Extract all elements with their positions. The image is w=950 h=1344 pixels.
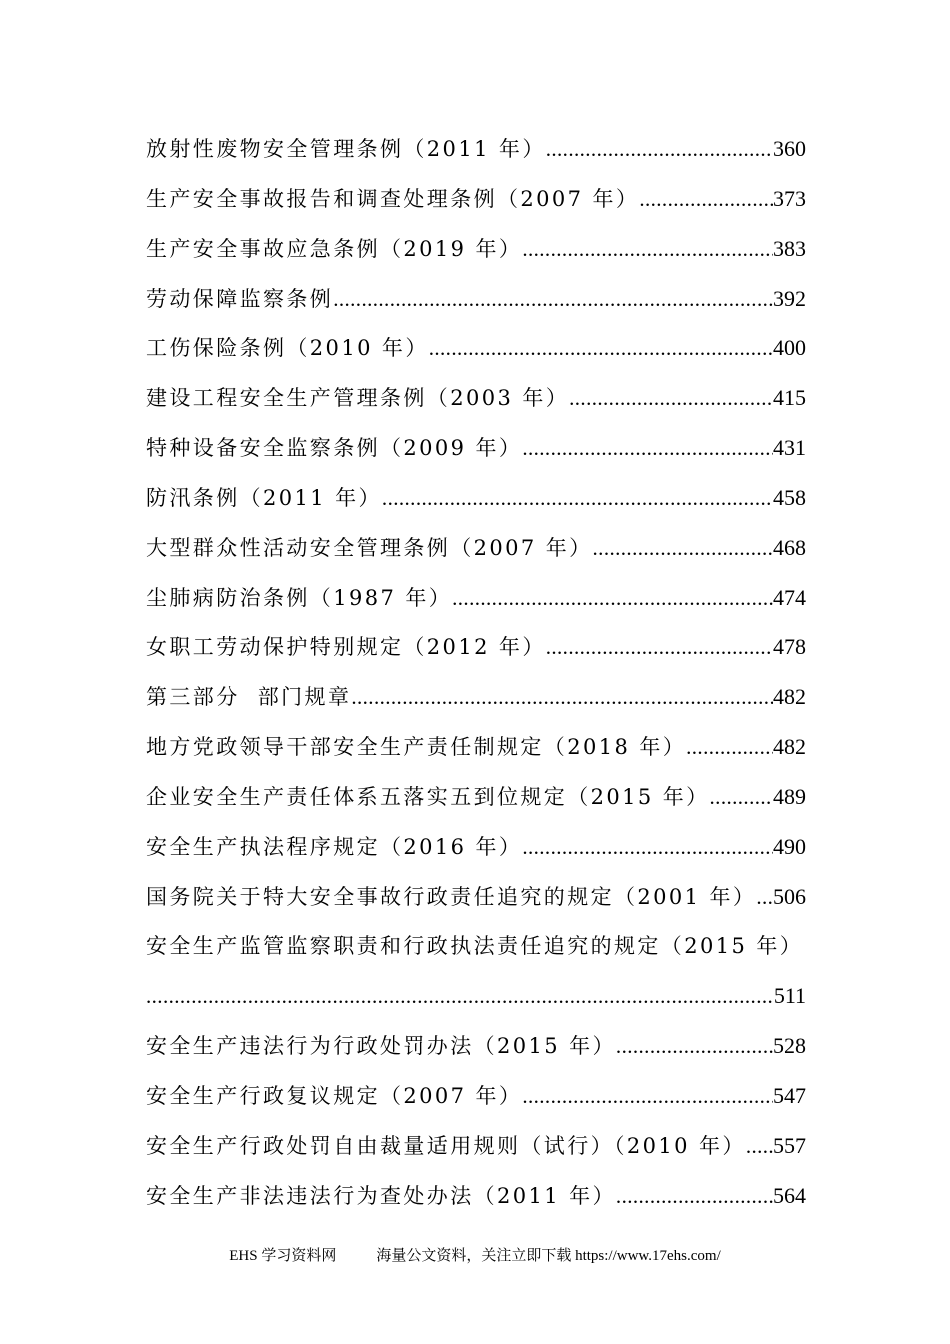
toc-entry-title: 防汛条例（2011 年） (146, 485, 382, 510)
toc-entry-title: 生产安全事故报告和调查处理条例（2007 年） (146, 186, 640, 211)
toc-entry[interactable] (146, 922, 806, 972)
toc-entry-page: 373 (773, 185, 806, 211)
toc-entry-title: 地方党政领导干部安全生产责任制规定（2018 年） (146, 735, 687, 760)
toc-section-heading[interactable] (146, 672, 806, 722)
toc-entry-page: 564 (773, 1182, 806, 1208)
toc-entry-page: 383 (773, 235, 806, 261)
toc-entry-title: 特种设备安全监察条例（2009 年） (146, 436, 523, 461)
toc-leader-dots (639, 175, 773, 225)
toc-entry-page: 490 (773, 833, 806, 859)
toc-entry[interactable] (146, 473, 806, 523)
toc-leader-dots (546, 125, 773, 175)
toc-entry[interactable] (146, 323, 806, 373)
toc-entry-page: 478 (773, 634, 806, 660)
toc-leader-dots (429, 324, 773, 374)
toc-entry-page: 431 (773, 435, 806, 461)
toc-entry[interactable] (146, 1121, 806, 1171)
toc-entry-title: 安全生产行政复议规定（2007 年） (146, 1084, 523, 1109)
page-footer (0, 1244, 950, 1265)
toc-leader-dots (686, 723, 773, 773)
toc-entry-page: 474 (773, 584, 806, 610)
toc-entry-page: 468 (773, 534, 806, 560)
toc-entry-title: 安全生产监管监察职责和行政执法责任追究的规定（2015 年） (146, 933, 804, 958)
toc-leader-dots (146, 972, 774, 1022)
toc-entry[interactable] (146, 722, 806, 772)
toc-entry-page: 360 (773, 136, 806, 161)
toc-entry-page: 489 (773, 783, 806, 809)
toc-entry[interactable] (146, 1071, 806, 1121)
toc-entry-page: 506 (773, 883, 806, 909)
toc-entry-title: 尘肺病防治条例（1987 年） (146, 585, 453, 610)
toc-entry-page: 528 (773, 1033, 806, 1059)
toc-entry-page: 511 (773, 983, 806, 1009)
toc-leader-dots (522, 424, 773, 474)
toc-entry-title: 生产安全事故应急条例（2019 年） (146, 236, 523, 261)
toc-entry-title: 工伤保险条例（2010 年） (146, 336, 429, 361)
toc-entry-title: 安全生产非法违法行为查处办法（2011 年） (146, 1183, 616, 1208)
toc-entry[interactable] (146, 622, 806, 672)
toc-entry-page: 557 (773, 1132, 806, 1158)
toc-entry[interactable] (146, 174, 806, 224)
toc-entry[interactable] (146, 373, 806, 423)
toc-entry-title: 安全生产行政处罚自由裁量适用规则（试行）（2010 年） (146, 1133, 746, 1158)
toc-entry-title: 安全生产执法程序规定（2016 年） (146, 834, 523, 859)
toc-leader-dots (546, 623, 773, 673)
toc-entry-title: 放射性废物安全管理条例（2011 年） (146, 137, 546, 161)
toc-entry-continuation[interactable] (146, 971, 806, 1021)
toc-entry-title: 安全生产违法行为行政处罚办法（2015 年） (146, 1034, 616, 1059)
toc-leader-dots (616, 1172, 773, 1222)
toc-leader-dots (522, 823, 773, 873)
toc-entry-page: 400 (773, 335, 806, 361)
toc-entry-page: 482 (773, 684, 806, 710)
toc-entry[interactable] (146, 573, 806, 623)
footer-site-name: EHS 学习资料网 (229, 1248, 337, 1264)
toc-entry-page: 458 (773, 484, 806, 510)
toc-entry-page: 547 (773, 1083, 806, 1109)
toc-entry[interactable] (146, 822, 806, 872)
toc-entry-page: 415 (773, 385, 806, 411)
toc-leader-dots (710, 773, 773, 823)
toc-leader-dots (351, 673, 773, 723)
toc-leader-dots (756, 873, 773, 923)
toc-entry[interactable] (146, 523, 806, 573)
toc-leader-dots (382, 474, 773, 524)
toc-entry[interactable] (146, 872, 806, 922)
toc-entry[interactable] (146, 274, 806, 324)
toc-leader-dots (522, 225, 773, 275)
toc-entry[interactable] (146, 224, 806, 274)
footer-slogan-link[interactable]: 海量公文资料，关注立即下载 https://www.17ehs.com/ (376, 1248, 721, 1264)
toc-entry[interactable] (146, 772, 806, 822)
toc-entry[interactable] (146, 124, 806, 174)
toc-leader-dots (616, 1022, 773, 1072)
toc-entry-title: 大型群众性活动安全管理条例（2007 年） (146, 535, 593, 560)
toc-entry[interactable] (146, 1171, 806, 1221)
toc-entry[interactable] (146, 423, 806, 473)
toc-entry-title: 国务院关于特大安全事故行政责任追究的规定（2001 年） (146, 884, 757, 909)
toc-leader-dots (593, 524, 773, 574)
table-of-contents (146, 124, 806, 1221)
toc-entry-title: 女职工劳动保护特别规定（2012 年） (146, 635, 546, 660)
toc-leader-dots (746, 1122, 773, 1172)
toc-entry-title: 劳动保障监察条例 (146, 286, 334, 311)
toc-leader-dots (333, 275, 773, 325)
toc-entry[interactable] (146, 1021, 806, 1071)
toc-leader-dots (522, 1072, 773, 1122)
toc-entry-title: 第三部分 部门规章 (146, 685, 352, 710)
toc-entry-title: 建设工程安全生产管理条例（2003 年） (146, 386, 570, 411)
toc-entry-page: 482 (773, 734, 806, 760)
toc-entry-title: 企业安全生产责任体系五落实五到位规定（2015 年） (146, 784, 710, 809)
toc-entry-page: 392 (773, 285, 806, 311)
toc-leader-dots (569, 374, 773, 424)
toc-leader-dots (452, 574, 773, 624)
